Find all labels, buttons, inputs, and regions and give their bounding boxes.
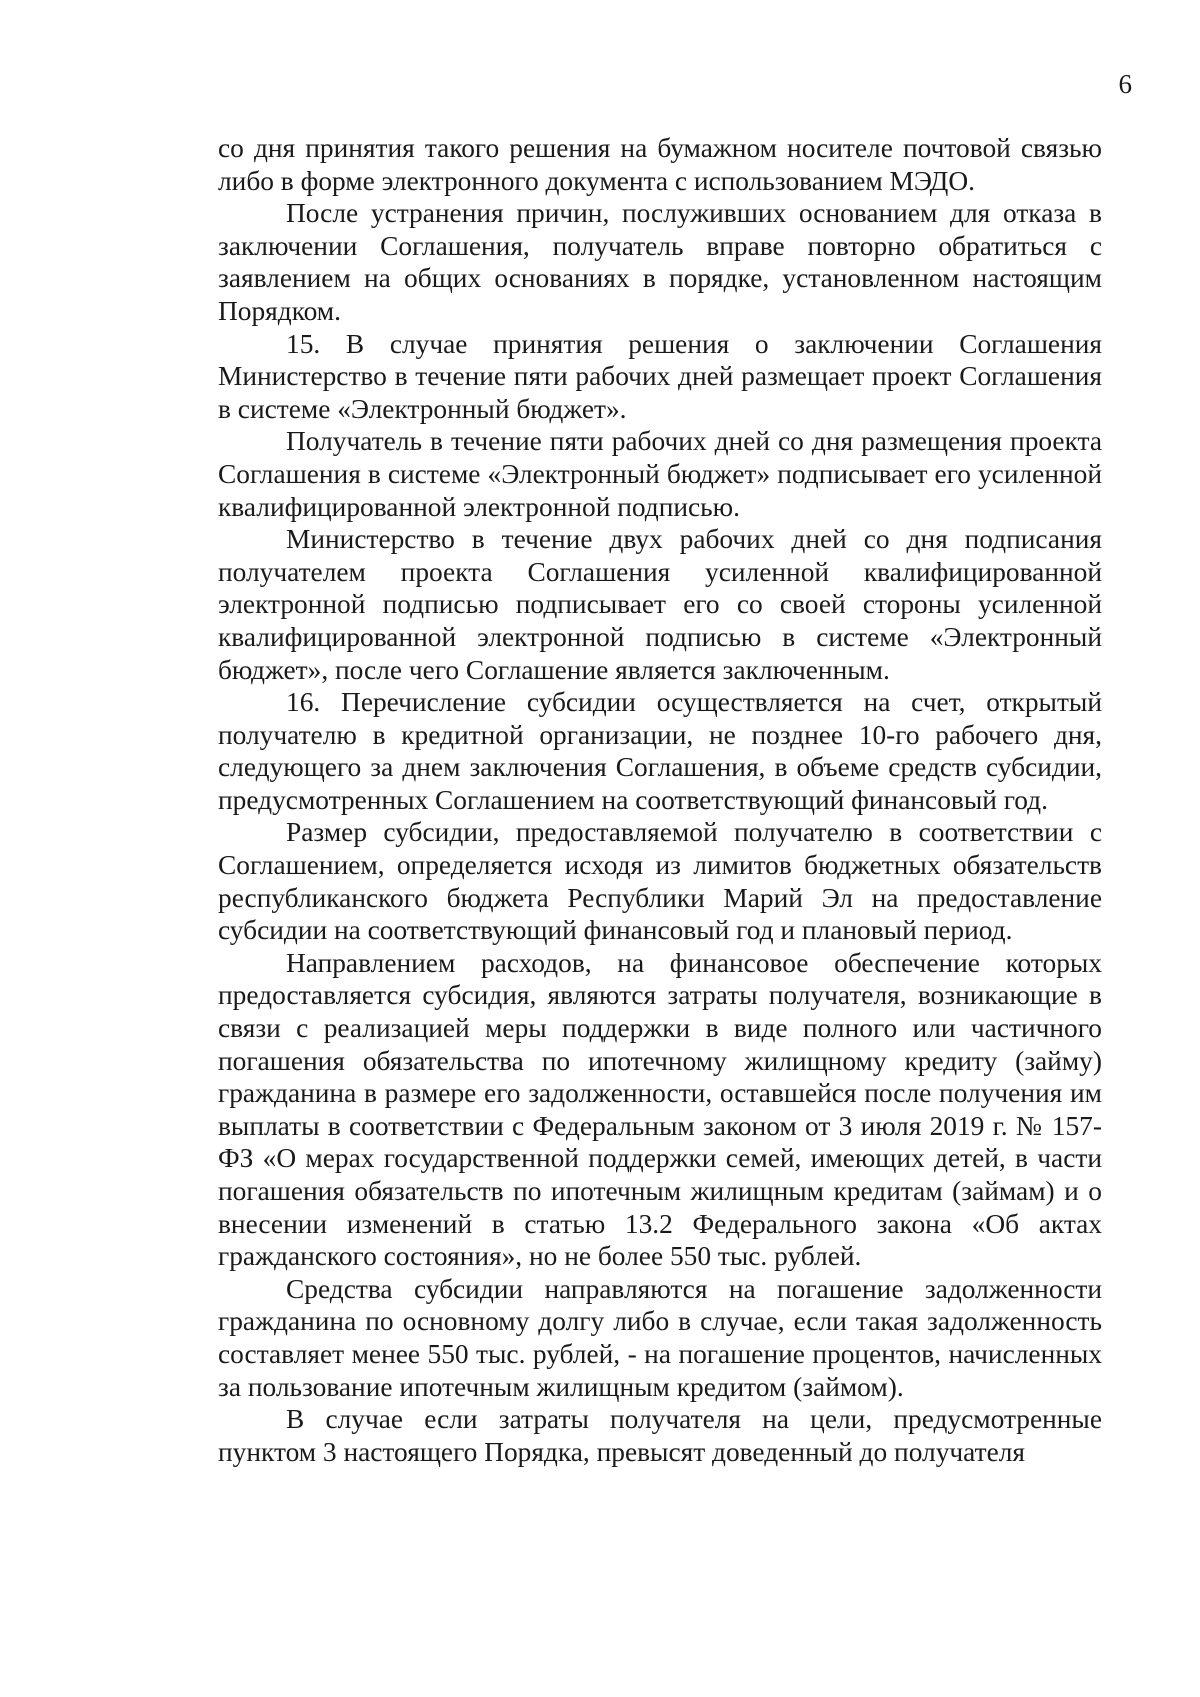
paragraph-recipient-signs: Получатель в течение пяти рабочих дней со дня размещения проекта Соглашения в системе «Электронный бюджет» подписывает его усиленной квалифицированной электронной подписью. (218, 426, 1102, 522)
paragraph-reapply: После устранения причин, послуживших основанием для отказа в заключении Соглашения, получатель вправе повторно обратиться с заявлением на общих основаниях в порядке, установленном настоящим Порядком. (218, 198, 1102, 326)
paragraph-item-16: 16. Перечисление субсидии осуществляется на счет, открытый получателю в кредитной организации, не позднее 10-го рабочего дня, следующего за днем заключения Соглашения, в объеме средств субсидии, предусмотренных Соглашением на соответствующий финансовый год. (218, 687, 1102, 815)
paragraph-item-15: 15. В случае принятия решения о заключении Соглашения Министерство в течение пяти рабочих дней размещает проект Соглашения в системе «Электронный бюджет». (218, 328, 1102, 424)
paragraph-subsidy-size: Размер субсидии, предоставляемой получателю в соответствии с Соглашением, определяется исходя из лимитов бюджетных обязательств республиканского бюджета Республики Марий Эл на предоставление субсидии на соответствующий финансовый год и плановый период. (218, 817, 1102, 946)
paragraph-expense-direction: Направлением расходов, на финансовое обеспечение которых предоставляется субсидия, являются затраты получателя, возникающие в связи с реализацией меры поддержки в виде полного или частичного погашения обязательства по ипотечному жилищному кредиту (займу) гражданина в размере его задолженности, оставшейся после получения им выплаты в соответствии с Федеральным законом от 3 июля 2019 г. № 157-ФЗ «О мерах государственной поддержки семей, имеющих детей, в части погашения обязательств по ипотечным жилищным кредитам (займам) и о внесении изменений в статью 13.2 Федерального закона «Об актах гражданского состояния», но не более 550 тыс. рублей. (218, 947, 1102, 1272)
paragraph-costs-exceed: В случае если затраты получателя на цели, предусмотренные пунктом 3 настоящего Порядка, превысят доведенный до получателя (218, 1404, 1102, 1467)
paragraph-continuation: со дня принятия такого решения на бумажном носителе почтовой связью либо в форме электронного документа с использованием МЭДО. (218, 133, 1102, 196)
page-number: 6 (1118, 69, 1132, 99)
paragraph-ministry-signs: Министерство в течение двух рабочих дней со дня подписания получателем проекта Соглашения усиленной квалифицированной электронной подписью подписывает его со своей стороны усиленной квалифицированной электронной подписью в системе «Электронный бюджет», после чего Соглашение является заключенным. (218, 524, 1102, 685)
paragraph-subsidy-funds: Средства субсидии направляются на погашение задолженности гражданина по основному долгу либо в случае, если такая задолженность составляет менее 550 тыс. рублей, - на погашение процентов, начисленных за пользование ипотечным жилищным кредитом (займом). (218, 1273, 1102, 1402)
document-body (218, 132, 1102, 1468)
